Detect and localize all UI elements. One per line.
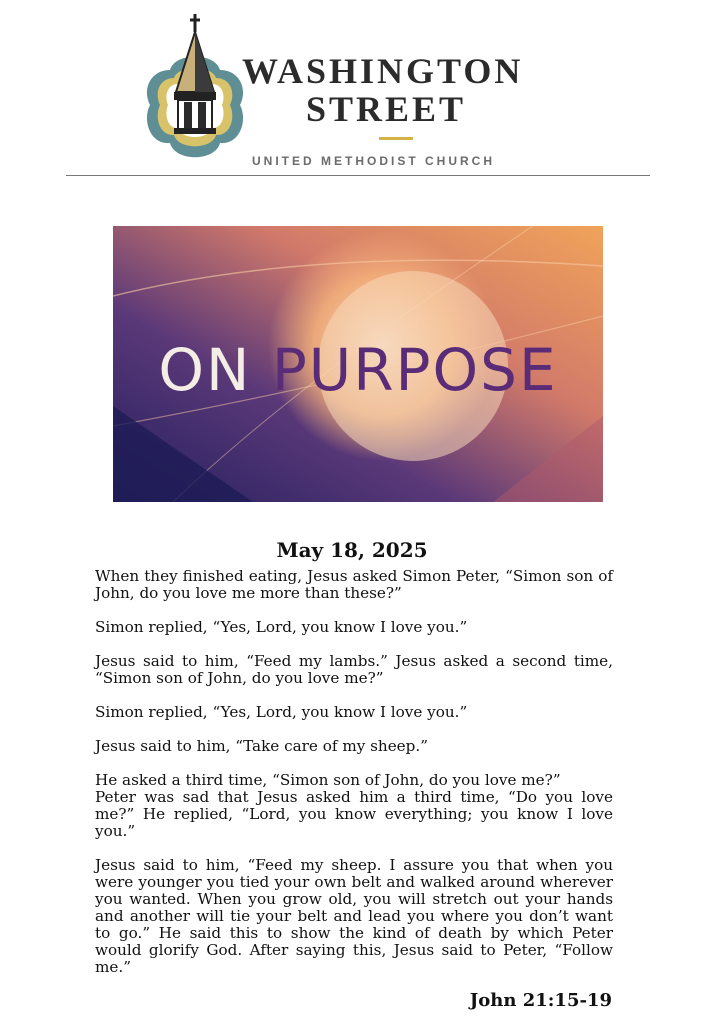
scripture-reference: John 21:15-19 bbox=[469, 990, 612, 1011]
scripture-paragraph: Jesus said to him, “Feed my lambs.” Jesus asked a second time, “Simon son of John, do you love me?” bbox=[95, 652, 613, 687]
sermon-series-banner bbox=[113, 226, 603, 502]
header-rule bbox=[66, 175, 650, 176]
gold-divider bbox=[379, 137, 413, 140]
sermon-date: May 18, 2025 bbox=[276, 538, 428, 562]
scripture-paragraph: Peter was sad that Jesus asked him a third time, “Do you love me?” He replied, “Lord, you know everything; you know I love you.” bbox=[95, 788, 613, 840]
scripture-paragraph: When they finished eating, Jesus asked Simon Peter, “Simon son of John, do you love me more than these?” bbox=[95, 567, 613, 602]
sermon-series-title bbox=[113, 336, 603, 404]
scripture-passage bbox=[95, 568, 613, 993]
scripture-paragraph: Simon replied, “Yes, Lord, you know I love you.” bbox=[95, 618, 468, 636]
church-subtitle: UNITED METHODIST CHURCH bbox=[252, 154, 495, 168]
scripture-paragraph: Simon replied, “Yes, Lord, you know I love you.” bbox=[95, 703, 468, 721]
church-name-line-2: STREET bbox=[306, 89, 467, 129]
church-header bbox=[0, 0, 704, 180]
title-word-on: ON bbox=[158, 336, 252, 404]
scripture-paragraph: He asked a third time, “Simon son of John, do you love me?” bbox=[95, 771, 561, 789]
church-name-line-1: WASHINGTON bbox=[242, 51, 524, 91]
scripture-paragraph: Jesus said to him, “Take care of my sheep.” bbox=[95, 737, 428, 755]
scripture-paragraph: Jesus said to him, “Feed my sheep. I assure you that when you were younger you tied your own belt and walked around wherever you wanted. When you grow old, you will stretch out your hands and another will tie your belt and lead you where you don’t want to go.” He said this to show the kind of death by which Peter would glorify God. After saying this, Jesus said to Peter, “Follow me.” bbox=[95, 856, 613, 976]
title-word-purpose: PURPOSE bbox=[271, 336, 558, 404]
steeple-logo-icon bbox=[140, 10, 250, 165]
